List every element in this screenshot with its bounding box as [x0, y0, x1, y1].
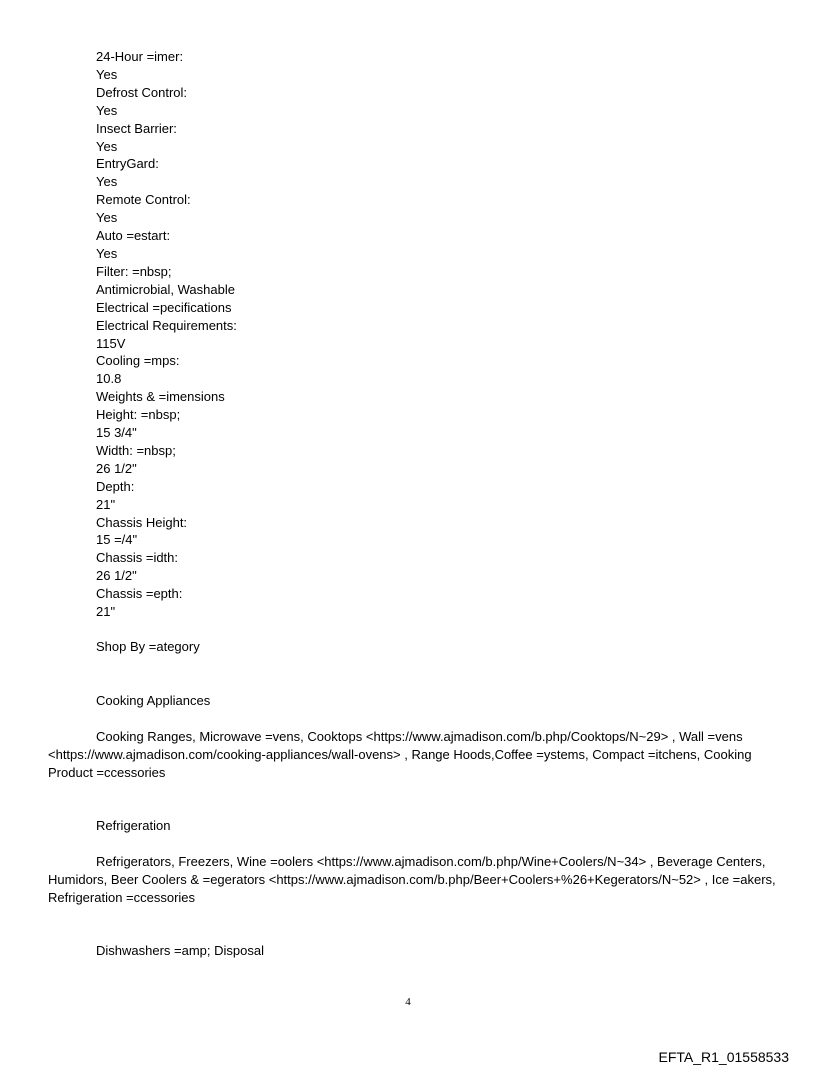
spec-line: Yes — [96, 210, 118, 226]
spec-line: Insect Barrier: — [96, 120, 177, 136]
spec-line: Cooling =mps: — [96, 353, 180, 369]
spec-line: 21" — [96, 496, 116, 512]
cooking-appliances-paragraph — [48, 728, 778, 782]
spec-line: Auto =estart: — [96, 228, 171, 244]
dishwashers-heading: Dishwashers =amp; Disposal — [96, 943, 264, 958]
spec-line: Yes — [96, 138, 118, 154]
shop-by-category-heading: Shop By =ategory — [96, 639, 200, 654]
refrigeration-heading: Refrigeration — [96, 818, 171, 833]
spec-line: Defrost Control: — [96, 84, 188, 100]
spec-line: 15 3/4" — [96, 425, 137, 441]
spec-line: EntryGard: — [96, 156, 159, 172]
spec-line: Weights & =imensions — [96, 389, 225, 405]
spec-line: Antimicrobial, Washable — [96, 281, 235, 297]
spec-line: 15 =/4" — [96, 532, 138, 548]
refrigeration-text: Refrigerators, Freezers, Wine =oolers <https://www.ajmadison.com/b.php/Wine+Coolers/N~34> , Beverage Centers, Humidors, Beer Coolers & =egerators <https://www.ajmadison.com/b.php/Beer+Coolers+%26+Kegerators/N~52> , Ice =akers, Refrigeration =ccessories — [48, 854, 776, 905]
spec-line: Electrical Requirements: — [96, 317, 237, 333]
spec-line: 24-Hour =imer: — [96, 49, 184, 64]
spec-line: Chassis Height: — [96, 514, 188, 530]
cooking-appliances-text: Cooking Ranges, Microwave =vens, Cooktops <https://www.ajmadison.com/b.php/Cooktops/N~29> , Wall =vens <https://www.ajmadison.com/cooking-appliances/wall-ovens> , Range Hoods,Coffee =ystems, Compact =itchens, Cooking Product =ccessories — [48, 729, 752, 780]
spec-line: 26 1/2" — [96, 568, 137, 584]
spec-line: 21" — [96, 604, 116, 620]
document-id: EFTA_R1_01558533 — [658, 1049, 789, 1065]
spec-line: 26 1/2" — [96, 460, 137, 476]
spec-line: 10.8 — [96, 371, 122, 387]
spec-line: Chassis =idth: — [96, 550, 179, 566]
page-number: 4 — [405, 996, 411, 1008]
cooking-appliances-heading: Cooking Appliances — [96, 693, 211, 708]
spec-line: Height: =nbsp; — [96, 407, 181, 423]
spec-list — [96, 48, 237, 621]
spec-line: Electrical =pecifications — [96, 299, 232, 315]
spec-line: Yes — [96, 174, 118, 190]
spec-line: Filter: =nbsp; — [96, 263, 172, 279]
spec-line: Yes — [96, 245, 118, 261]
spec-line: Yes — [96, 102, 118, 118]
refrigeration-paragraph — [48, 853, 778, 907]
spec-line: Chassis =epth: — [96, 586, 183, 602]
spec-line: Depth: — [96, 478, 135, 494]
spec-line: 115V — [96, 335, 126, 351]
spec-line: Yes — [96, 66, 118, 82]
spec-line: Width: =nbsp; — [96, 442, 176, 458]
spec-line: Remote Control: — [96, 192, 191, 208]
